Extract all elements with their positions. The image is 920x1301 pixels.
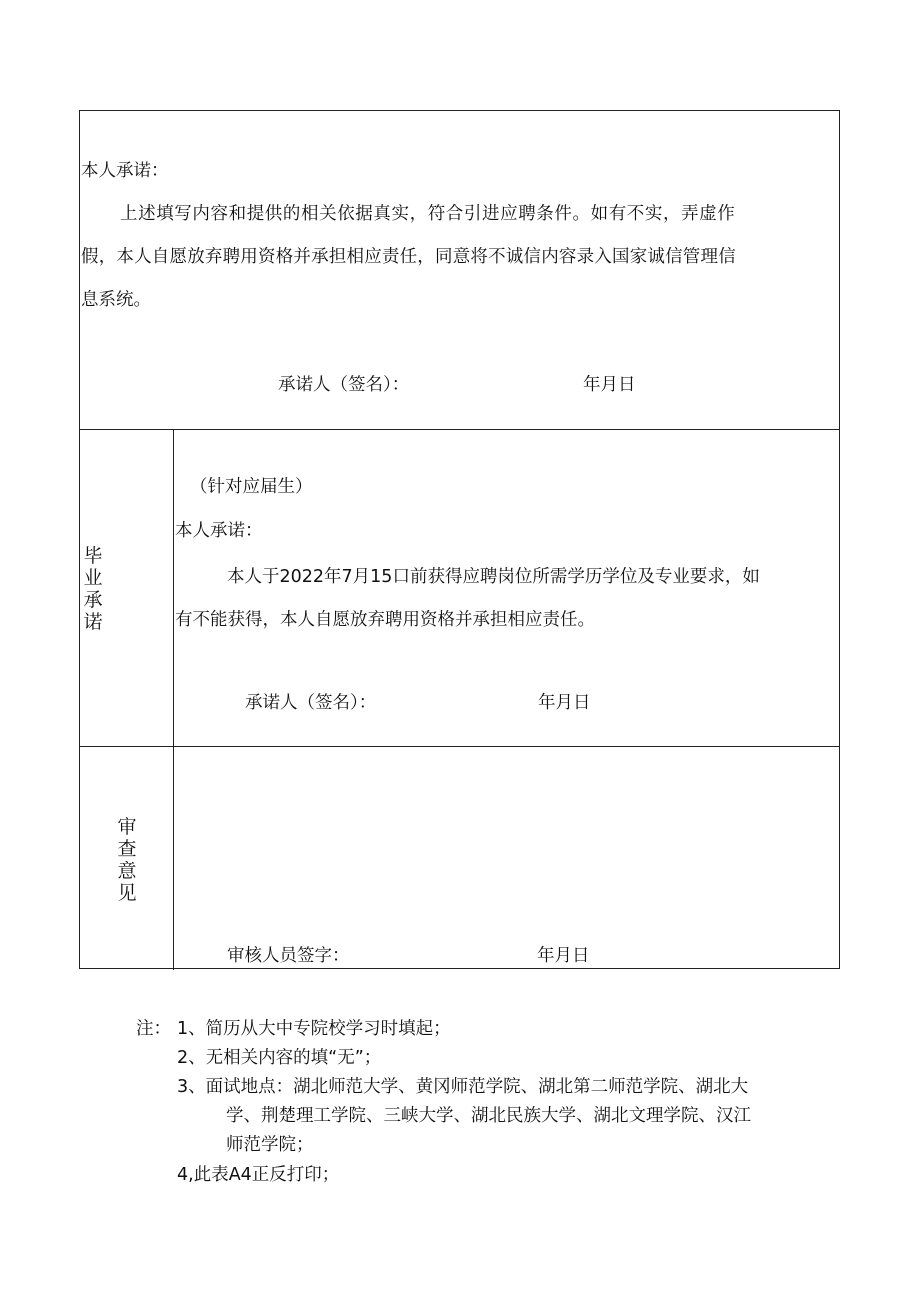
graduation-pledge-heading: 本人承诺： xyxy=(175,521,263,541)
row-divider-2 xyxy=(80,746,839,747)
personal-pledge-signer-label: 承诺人（签名）： xyxy=(278,375,410,395)
graduation-pledge-date-label: 年月日 xyxy=(538,693,591,713)
graduation-pledge-signer-label: 承诺人（签名）： xyxy=(245,693,377,713)
personal-pledge-line-2: 假，本人自愿放弃聘用资格并承担相应责任，同意将不诚信内容录入国家诚信管理信 xyxy=(81,247,736,267)
graduation-pledge-line-1: 本人于2022年7月15口前获得应聘岗位所需学历学位及专业要求，如 xyxy=(227,567,760,587)
note-item-2: 2、无相关内容的填“无”； xyxy=(177,1048,382,1068)
notes-prefix: 注： xyxy=(136,1019,171,1039)
graduation-pledge-line-2: 有不能获得，本人自愿放弃聘用资格并承担相应责任。 xyxy=(175,610,595,630)
graduation-pledge-side-label: 毕业承诺 xyxy=(83,545,103,633)
note-item-1: 1、简历从大中专院校学习时填起； xyxy=(177,1019,451,1039)
review-side-label: 审查意见 xyxy=(117,816,137,904)
personal-pledge-line-1: 上述填写内容和提供的相关依据真实，符合引进应聘条件。如有不实，弄虚作 xyxy=(120,204,736,224)
graduation-pledge-target-note: （针对应届生） xyxy=(190,477,313,497)
reviewer-signature-label: 审核人员签字： xyxy=(227,946,350,966)
personal-pledge-date-label: 年月日 xyxy=(583,375,636,395)
review-date-label: 年月日 xyxy=(537,946,590,966)
note-item-3-line-3: 师范学院； xyxy=(226,1135,314,1155)
personal-pledge-heading: 本人承诺： xyxy=(81,161,169,181)
note-item-3-line-1: 3、面试地点：湖北师范大学、黄冈师范学院、湖北第二师范学院、湖北大 xyxy=(177,1077,749,1097)
pledge-form-table xyxy=(79,110,840,969)
label-column-divider xyxy=(173,429,174,970)
row-divider-1 xyxy=(80,429,839,430)
note-item-3-line-2: 学、荆楚理工学院、三峡大学、湖北民族大学、湖北文理学院、汉江 xyxy=(226,1106,751,1126)
note-item-4: 4,此表A4正反打印； xyxy=(177,1165,340,1185)
personal-pledge-line-3: 息系统。 xyxy=(81,290,151,310)
